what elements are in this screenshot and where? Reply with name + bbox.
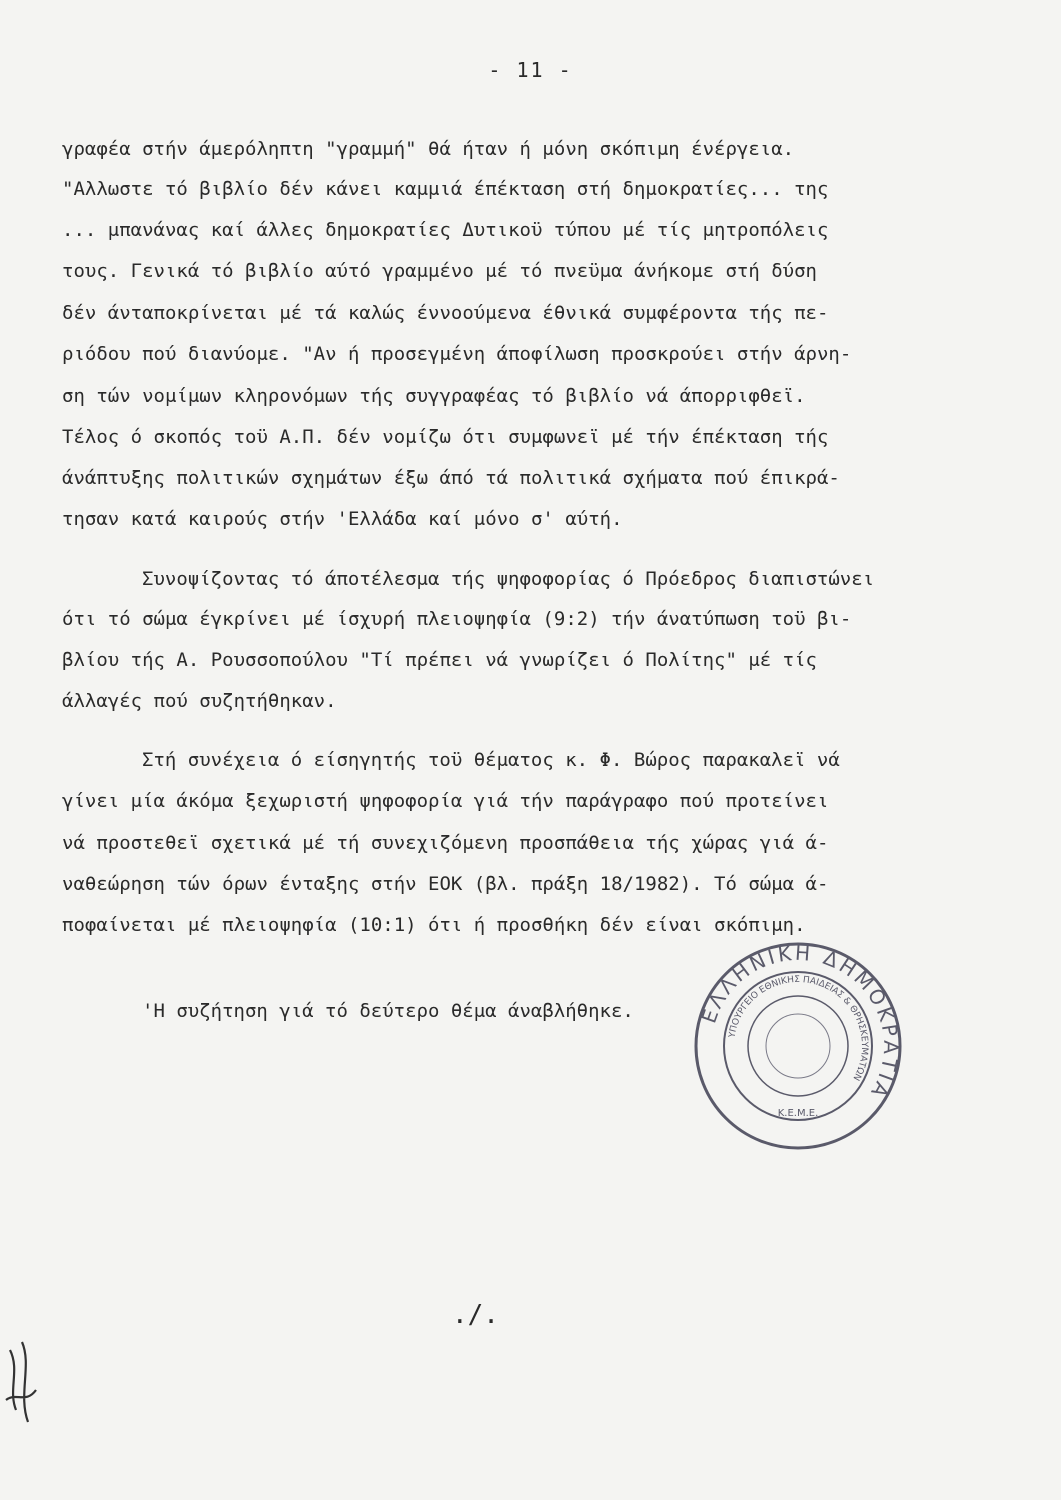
text-line: γίνει μία άκόμα ξεχωριστή ψηφοφορία γιά τήν παράγραφο πού προτείνει xyxy=(62,790,829,812)
page-number: - 11 - xyxy=(488,58,573,82)
text-line: Συνοψίζοντας τό άποτέλεσμα τής ψηφοφορίας ό Πρόεδρος διαπιστώνει xyxy=(142,568,875,590)
text-line: ριόδου πού διανύομε. "Αν ή προσεγμένη άποφίλωση προσκρούει στήν άρνη- xyxy=(62,343,852,365)
text-line: ση τών νομίμων κληρονόμων τής συγγραφέας τό βιβλίο νά άπορριφθεϊ. xyxy=(62,385,806,407)
end-mark: ./. xyxy=(452,1300,499,1330)
text-line: νά προστεθεϊ σχετικά μέ τή συνεχιζόμενη προσπάθεια τής χώρας γιά ά- xyxy=(62,832,829,854)
signature-mark xyxy=(2,1330,42,1430)
text-line: Τέλος ό σκοπός τοϋ Α.Π. δέν νομίζω ότι συμφωνεϊ μέ τήν έπέκταση τής xyxy=(62,426,829,448)
text-line: "Αλλωστε τό βιβλίο δέν κάνει καμμιά έπέκταση στή δημοκρατίες... της xyxy=(62,178,829,200)
text-line: Στή συνέχεια ό είσηγητής τοϋ θέματος κ. Φ. Βώρος παρακαλεϊ νά xyxy=(142,749,840,771)
svg-text:ΕΛΛΗΝΙΚΗ ΔΗΜΟΚΡΑΤΙΑ: ΕΛΛΗΝΙΚΗ ΔΗΜΟΚΡΑΤΙΑ xyxy=(696,940,904,1105)
text-line: ναθεώρηση τών όρων ένταξης στήν ΕΟΚ (βλ. πράξη 18/1982). Τό σώμα ά- xyxy=(62,873,829,895)
text-line: γραφέα στήν άμερόληπτη "γραμμή" θά ήταν ή μόνη σκόπιμη ένέργεια. xyxy=(62,138,795,160)
text-line: τους. Γενικά τό βιβλίο αύτό γραμμένο μέ τό πνεϋμα άνήκομε στή δύση xyxy=(62,260,817,282)
svg-text:ΥΠΟΥΡΓΕΙΟ ΕΘΝΙΚΗΣ ΠΑΙΔΕΙΑΣ & Θ: ΥΠΟΥΡΓΕΙΟ ΕΘΝΙΚΗΣ ΠΑΙΔΕΙΑΣ & ΘΡΗΣΚΕΥΜΑΤΩΝ xyxy=(727,974,870,1082)
text-line: άλλαγές πού συζητήθηκαν. xyxy=(62,690,337,712)
text-line: 'Η συζήτηση γιά τό δεύτερο θέμα άναβλήθηκε. xyxy=(142,1000,634,1022)
official-stamp xyxy=(692,940,904,1152)
text-line: ... μπανάνας καί άλλες δημοκρατίες Δυτικοϋ τύπου μέ τίς μητροπόλεις xyxy=(62,219,829,241)
text-line: τησαν κατά καιρούς στήν 'Ελλάδα καί μόνο σ' αύτή. xyxy=(62,508,623,530)
text-line: άνάπτυξης πολιτικών σχημάτων έξω άπό τά πολιτικά σχήματα πού έπικρά- xyxy=(62,467,840,489)
text-line: ότι τό σώμα έγκρίνει μέ ίσχυρή πλειοψηφία (9:2) τήν άνατύπωση τοϋ βι- xyxy=(62,608,852,630)
text-line: ποφαίνεται μέ πλειοψηφία (10:1) ότι ή προσθήκη δέν είναι σκόπιμη. xyxy=(62,914,806,936)
svg-text:Κ.Ε.Μ.Ε.: Κ.Ε.Μ.Ε. xyxy=(777,1108,819,1119)
text-line: βλίου τής Α. Ρουσσοπούλου "Τί πρέπει νά γνωρίζει ό Πολίτης" μέ τίς xyxy=(62,649,817,671)
text-line: δέν άνταποκρίνεται μέ τά καλώς έννοούμενα έθνικά συμφέροντα τής πε- xyxy=(62,302,829,324)
